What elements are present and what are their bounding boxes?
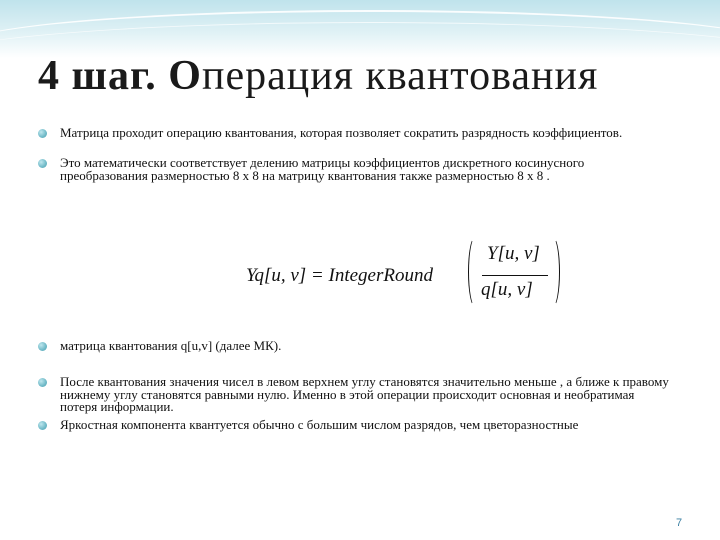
slide-title-rest: перация квантования (201, 53, 599, 99)
formula-numerator: Y[u, v] (487, 243, 540, 264)
bullet-icon (38, 421, 47, 430)
left-paren (468, 237, 482, 307)
bullet-text: Матрица проходит операцию квантования, которая позволяет сократить разрядность коэффициентов. (60, 125, 623, 140)
slide-title (38, 52, 598, 100)
fraction-bar (482, 275, 548, 276)
bullet-icon (38, 378, 47, 387)
formula-denominator: q[u, v] (481, 279, 533, 300)
bullet-text: Это математически соответствует делению матрицы коэффициентов дискретного косинусного преобразования размерностью 8 х 8 на матрицу квантования также размерностью 8 х 8 . (60, 155, 585, 183)
page-number: 7 (676, 517, 683, 529)
bullet-text: После квантования значения чисел в левом верхнем углу становятся значительно меньше , а ближе к правому нижнему углу становятся равными нулю. Именно в этой операции происходит основная и необратимая потеря информации. (60, 374, 669, 414)
formula-lhs: Yq[u, v] = IntegerRound (246, 265, 433, 286)
bullet-icon (38, 342, 47, 351)
right-paren (546, 237, 560, 307)
bullet-icon (38, 159, 47, 168)
quantization-formula (246, 237, 566, 307)
bullet-icon (38, 129, 47, 138)
bullet-text: Яркостная компонента квантуется обычно с большим числом разрядов, чем цветоразностные (60, 417, 579, 432)
slide-title-bold: 4 шаг. О (38, 53, 202, 99)
header-decoration (0, 0, 720, 58)
bullet-text: матрица квантования q[u,v] (далее МК). (60, 338, 282, 353)
